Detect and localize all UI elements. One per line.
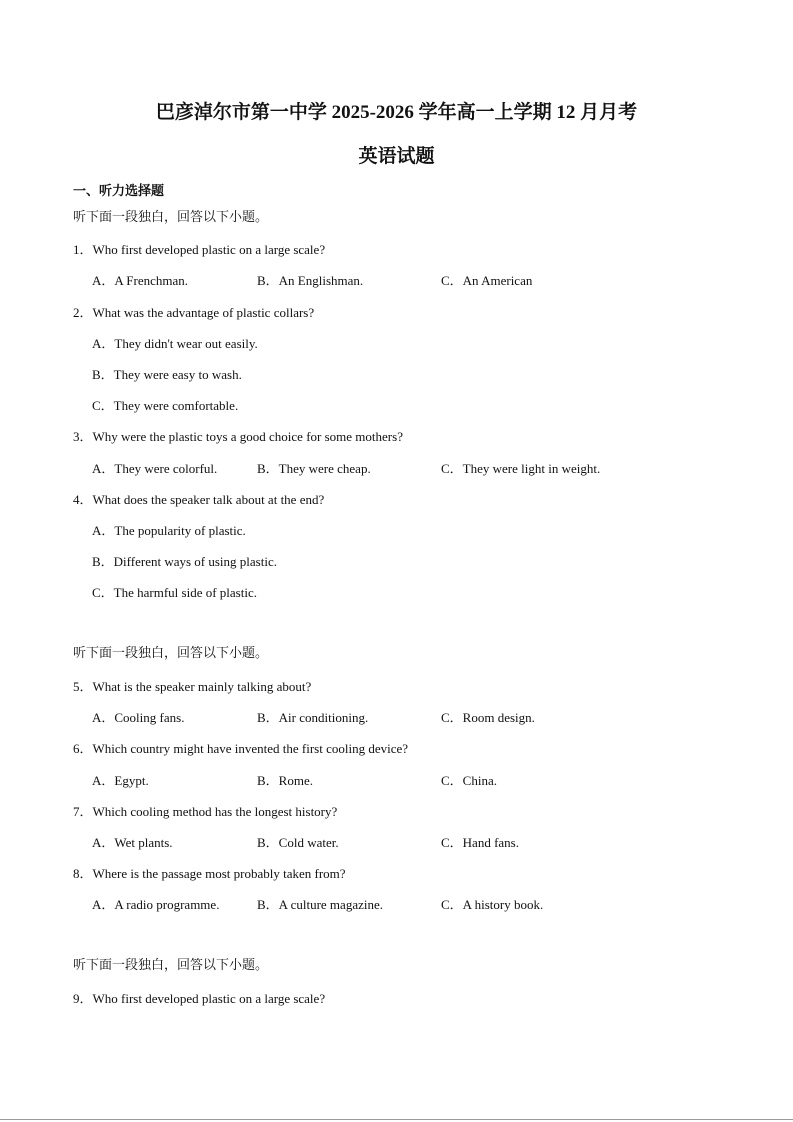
question-5-option-b: B．Air conditioning.	[257, 710, 369, 725]
question-4-option-c: C．The harmful side of plastic.	[92, 585, 257, 600]
section-heading: 一、听力选择题	[73, 183, 165, 198]
question-1-option-a: A．A Frenchman.	[92, 273, 189, 288]
question-7-option-c: C．Hand fans.	[441, 835, 519, 850]
question-8-option-a: A．A radio programme.	[92, 897, 220, 912]
question-5-option-c: C．Room design.	[441, 710, 535, 725]
question-1-option-c: C．An American	[441, 273, 533, 288]
question-4: 4．What does the speaker talk about at the end?	[73, 492, 325, 507]
question-4-option-a: A．The popularity of plastic.	[92, 523, 246, 538]
page-bottom-divider	[0, 1119, 793, 1120]
question-8-option-b: B．A culture magazine.	[257, 897, 383, 912]
question-6-option-c: C．China.	[441, 773, 497, 788]
question-5-option-a: A．Cooling fans.	[92, 710, 185, 725]
question-3: 3．Why were the plastic toys a good choice for some mothers?	[73, 429, 403, 444]
question-1: 1．Who first developed plastic on a large scale?	[73, 242, 326, 257]
question-2-option-b: B．They were easy to wash.	[92, 367, 242, 382]
question-6-option-b: B．Rome.	[257, 773, 313, 788]
question-2-option-a: A．They didn't wear out easily.	[92, 336, 258, 351]
question-1-option-b: B．An Englishman.	[257, 273, 364, 288]
question-5: 5．What is the speaker mainly talking about?	[73, 679, 312, 694]
question-7-option-a: A．Wet plants.	[92, 835, 173, 850]
question-6: 6．Which country might have invented the first cooling device?	[73, 741, 409, 756]
question-2-option-c: C．They were comfortable.	[92, 398, 239, 413]
instruction-1: 听下面一段独白，回答以下小题。	[73, 209, 269, 224]
question-8: 8．Where is the passage most probably taken from?	[73, 866, 346, 881]
instruction-2: 听下面一段独白，回答以下小题。	[73, 645, 269, 660]
question-3-option-c: C．They were light in weight.	[441, 461, 601, 476]
question-3-option-a: A．They were colorful.	[92, 461, 218, 476]
document-subtitle: 英语试题	[358, 146, 435, 167]
question-7: 7．Which cooling method has the longest history?	[73, 804, 338, 819]
question-4-option-b: B．Different ways of using plastic.	[92, 554, 277, 569]
question-9: 9．Who first developed plastic on a large scale?	[73, 991, 326, 1006]
question-2: 2．What was the advantage of plastic collars?	[73, 305, 315, 320]
question-6-option-a: A．Egypt.	[92, 773, 149, 788]
document-title: 巴彦淖尔市第一中学 2025-2026 学年高一上学期 12 月月考	[155, 102, 638, 123]
question-8-option-c: C．A history book.	[441, 897, 544, 912]
instruction-3: 听下面一段独白，回答以下小题。	[73, 957, 269, 972]
question-3-option-b: B．They were cheap.	[257, 461, 371, 476]
question-7-option-b: B．Cold water.	[257, 835, 339, 850]
